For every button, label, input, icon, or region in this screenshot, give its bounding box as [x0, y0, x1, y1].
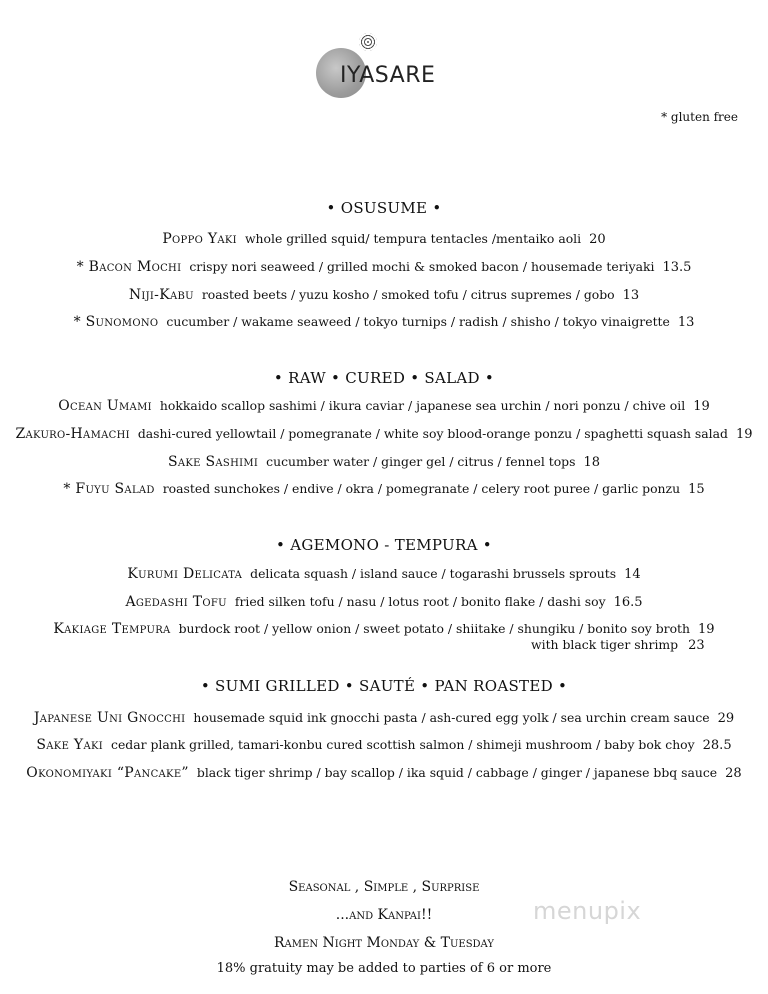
item-price: 28 — [725, 766, 742, 781]
menu-item — [0, 259, 768, 275]
section-heading-raw-cured-salad: • RAW • CURED • SALAD • — [273, 369, 495, 387]
item-addon — [531, 637, 705, 653]
item-description: cedar plank grilled, tamari-konbu cured scottish salmon / shimeji mushroom / baby bok choy — [111, 737, 695, 752]
item-price: 20 — [589, 232, 606, 247]
item-description: delicata squash / island sauce / togarashi brussels sprouts — [250, 566, 617, 581]
section-heading-agemono-tempura: • AGEMONO - TEMPURA • — [276, 536, 492, 554]
item-name: * Fuyu Salad — [63, 481, 155, 497]
menupix-watermark: menupix — [533, 897, 642, 925]
item-name: Zakuro-Hamachi — [15, 426, 130, 442]
addon-text: with black tiger shrimp — [531, 637, 679, 652]
footer-kanpai: ...and Kanpai!! — [335, 907, 433, 923]
item-name: Agedashi Tofu — [125, 594, 227, 610]
item-name: * Bacon Mochi — [76, 259, 182, 275]
menu-item — [0, 454, 768, 470]
menu-item — [0, 314, 768, 330]
item-price: 28.5 — [702, 738, 732, 753]
item-name: * Sunomono — [73, 314, 159, 330]
item-price: 14 — [624, 567, 641, 582]
menu-item — [0, 737, 768, 753]
item-price: 15 — [688, 482, 705, 497]
item-name: Poppo Yaki — [162, 231, 237, 247]
item-description: hokkaido scallop sashimi / ikura caviar / japanese sea urchin / nori ponzu / chive oil — [159, 398, 686, 413]
item-name: Japanese Uni Gnocchi — [33, 710, 186, 726]
item-description: roasted sunchokes / endive / okra / pomegranate / celery root puree / garlic ponzu — [162, 481, 681, 496]
item-price: 13.5 — [662, 260, 692, 275]
menu-item — [0, 398, 768, 414]
section-heading-sumi-grilled: • SUMI GRILLED • SAUTÉ • PAN ROASTED • — [200, 677, 568, 695]
item-price: 16.5 — [613, 595, 643, 610]
item-price: 18 — [583, 455, 601, 470]
item-description: cucumber / wakame seaweed / tokyo turnips / radish / shisho / tokyo vinaigrette — [166, 314, 670, 329]
item-description: black tiger shrimp / bay scallop / ika squid / cabbage / ginger / japanese bbq sauce — [196, 765, 718, 780]
item-description: cucumber water / ginger gel / citrus / fennel tops — [266, 454, 576, 469]
section-heading-osusume: • OSUSUME • — [326, 199, 442, 217]
item-description: roasted beets / yuzu kosho / smoked tofu / citrus supremes / gobo — [201, 287, 615, 302]
logo-dot-icon — [359, 33, 377, 51]
item-name: Sake Yaki — [36, 737, 104, 753]
footer-gratuity: 18% gratuity may be added to parties of 6 or more — [216, 961, 552, 976]
item-price: 19 — [735, 427, 753, 442]
menu-item — [0, 621, 768, 637]
item-description: housemade squid ink gnocchi pasta / ash-cured egg yolk / sea urchin cream sauce — [193, 710, 710, 725]
menu-item — [0, 287, 768, 303]
menu-item — [0, 765, 768, 781]
item-name: Ocean Umami — [58, 398, 152, 414]
footer-ramen-night: Ramen Night Monday & Tuesday — [274, 935, 494, 951]
footer-tagline: Seasonal , Simple , Surprise — [288, 879, 480, 895]
item-description: crispy nori seaweed / grilled mochi & smoked bacon / housemade teriyaki — [189, 259, 655, 274]
logo-wordmark: IYASARE — [340, 63, 436, 88]
menu-item — [0, 481, 768, 497]
menu-item — [0, 426, 768, 442]
item-price: 19 — [698, 622, 715, 637]
item-price: 13 — [622, 288, 640, 303]
item-description: whole grilled squid/ tempura tentacles /mentaiko aoli — [244, 231, 582, 246]
item-name: Kakiage Tempura — [53, 621, 171, 637]
item-price: 29 — [717, 711, 735, 726]
item-name: Sake Sashimi — [167, 454, 259, 470]
item-description: burdock root / yellow onion / sweet potato / shiitake / shungiku / bonito soy broth — [178, 621, 691, 636]
addon-price: 23 — [688, 638, 705, 653]
item-price: 19 — [693, 399, 710, 414]
item-description: fried silken tofu / nasu / lotus root / bonito flake / dashi soy — [234, 594, 606, 609]
item-price: 13 — [677, 315, 695, 330]
item-name: Okonomiyaki “Pancake” — [26, 765, 189, 781]
item-name: Kurumi Delicata — [127, 566, 243, 582]
menu-item — [0, 594, 768, 610]
item-description: dashi-cured yellowtail / pomegranate / white soy blood-orange ponzu / spaghetti squash salad — [137, 426, 728, 441]
menu-item — [0, 231, 768, 247]
gluten-free-note: * gluten free — [661, 110, 738, 124]
menu-item — [0, 566, 768, 582]
menu-item — [0, 710, 768, 726]
restaurant-logo — [314, 30, 444, 105]
item-name: Niji-Kabu — [128, 287, 194, 303]
